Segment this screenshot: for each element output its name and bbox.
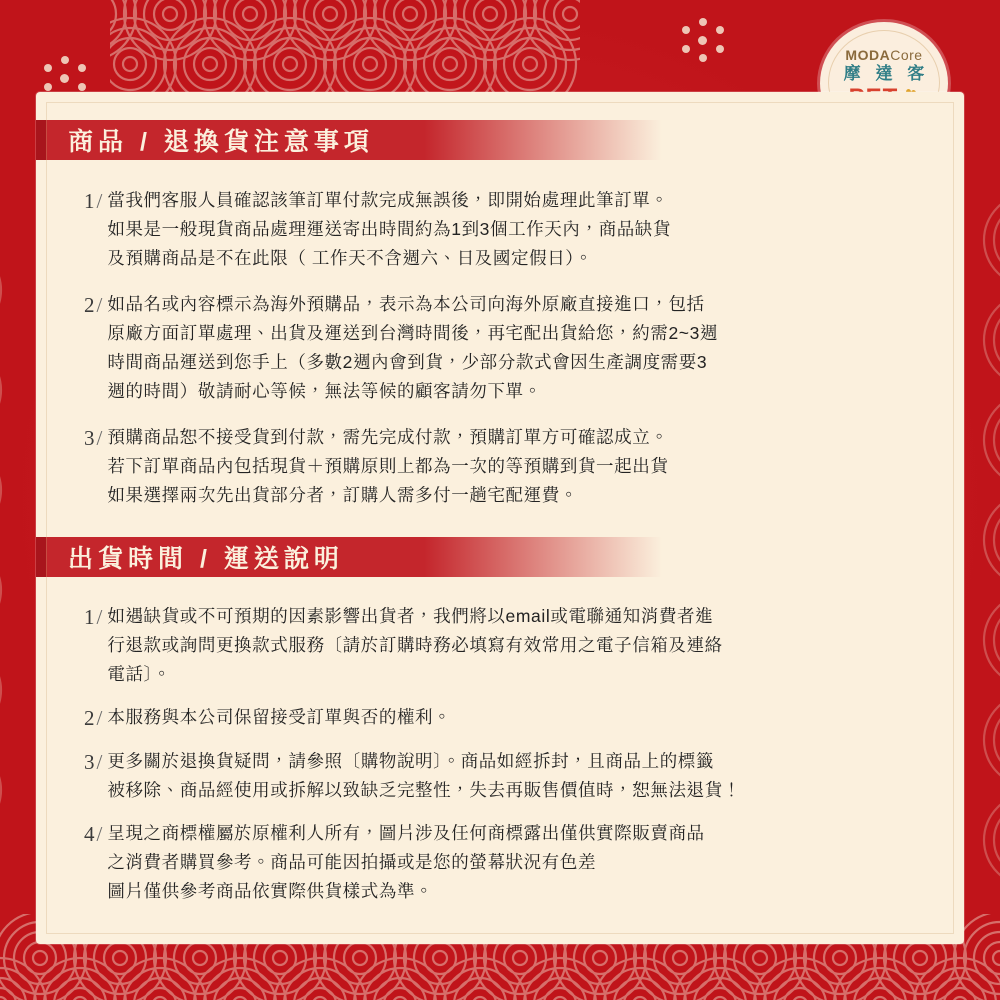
- list-item-line: 時間商品運送到您手上（多數2週內會到貨，少部分款式會因生產調度需要3: [107, 352, 708, 372]
- list-item-line: 之消費者購買參考。商品可能因拍攝或是您的螢幕狀況有色差: [107, 852, 597, 872]
- list-item-number-value: 4: [84, 822, 95, 846]
- list-item-line: 更多關於退換貨疑問，請參照〔購物說明〕。商品如經拆封，且商品上的標籤: [107, 751, 714, 771]
- list-item-line: 及預購商品是不在此限（ 工作天不含週六、日及國定假日）。: [107, 248, 593, 268]
- list-item-number: 1/: [84, 189, 103, 213]
- section-title: 商品 / 退換貨注意事項: [68, 128, 374, 156]
- section-title: 出貨時間 / 運送說明: [68, 545, 344, 573]
- logo-brand-en-bold: MODA: [845, 47, 891, 64]
- list-item-line: 如遇缺貨或不可預期的因素影響出貨者，我們將以email或電聯通知消費者進: [107, 606, 714, 626]
- list-item-line: 被移除、商品經使用或拆解以致缺乏完整性，失去再販售價值時，恕無法退貨！: [107, 780, 741, 800]
- list-item: [84, 819, 940, 906]
- list-item-body: [107, 747, 940, 805]
- list-item-body: [107, 186, 940, 273]
- list-item-line: 本服務與本公司保留接受訂單與否的權利。: [107, 707, 452, 727]
- dot-flower-decoration-top: [680, 18, 726, 64]
- list-item-number: 3/: [84, 750, 103, 774]
- list-item-number: 2/: [84, 293, 103, 317]
- list-item-number: 1/: [84, 605, 103, 629]
- list-item-number-value: 3: [84, 750, 95, 774]
- logo-brand-en-light: Core: [890, 47, 923, 64]
- list-item-number-value: 2: [84, 706, 95, 730]
- list-item-body: [107, 703, 940, 732]
- list-item-line: 預購商品恕不接受貨到付款，需先完成付款，預購訂單方可確認成立。: [107, 427, 669, 447]
- list-item-line: 呈現之商標權屬於原權利人所有，圖片涉及任何商標露出僅供實際販賣商品: [107, 823, 705, 843]
- logo-brand-en: [845, 48, 922, 63]
- list-item: [84, 602, 940, 689]
- list-item-number: 3/: [84, 426, 103, 450]
- section-list-shipping-time: [84, 602, 940, 920]
- list-item-line: 如品名或內容標示為海外預購品，表示為本公司向海外原廠直接進口，包括: [107, 294, 705, 314]
- list-item-line: 電話〕。: [107, 664, 171, 684]
- list-item-line: 當我們客服人員確認該筆訂單付款完成無誤後，即開始處理此筆訂單。: [107, 190, 669, 210]
- banner-accent-bar: [36, 537, 46, 577]
- list-item-number-value: 1: [84, 605, 95, 629]
- list-item: [84, 703, 940, 733]
- list-item-line: 行退款或詢問更換款式服務〔請於訂購時務必填寫有效常用之電子信箱及連絡: [107, 635, 723, 655]
- list-item: [84, 747, 940, 805]
- section-list-product-return: [84, 186, 940, 527]
- list-item-body: [107, 819, 940, 906]
- section-header-product-return: [36, 120, 662, 160]
- section-header-shipping-time: [36, 537, 662, 577]
- list-item-body: [107, 602, 940, 689]
- list-item-number-value: 2: [84, 293, 95, 317]
- list-item-line: 圖片僅供參考商品依實際供貨樣式為準。: [107, 881, 434, 901]
- banner-accent-bar: [36, 120, 46, 160]
- list-item-number-value: 3: [84, 426, 95, 450]
- list-item: [84, 290, 940, 406]
- list-item-number: 2/: [84, 706, 103, 730]
- content-card: [36, 92, 964, 944]
- list-item-body: [107, 290, 940, 406]
- logo-brand-zh: 摩 達 客: [843, 63, 930, 83]
- list-item-line: 如果選擇兩次先出貨部分者，訂購人需多付一趟宅配運費。: [107, 485, 578, 505]
- list-item-number: 4/: [84, 822, 103, 846]
- list-item: [84, 423, 940, 510]
- list-item: [84, 186, 940, 273]
- list-item-line: 若下訂單商品內包括現貨＋預購原則上都為一次的等預購到貨一起出貨: [107, 456, 669, 476]
- list-item-line: 如果是一般現貨商品處理運送寄出時間約為1到3個工作天內，商品缺貨: [107, 219, 672, 239]
- list-item-line: 原廠方面訂單處理、出貨及運送到台灣時間後，再宅配出貨給您，約需2~3週: [107, 323, 719, 343]
- list-item-line: 週的時間）敬請耐心等候，無法等候的顧客請勿下單。: [107, 381, 542, 401]
- list-item-number-value: 1: [84, 189, 95, 213]
- list-item-body: [107, 423, 940, 510]
